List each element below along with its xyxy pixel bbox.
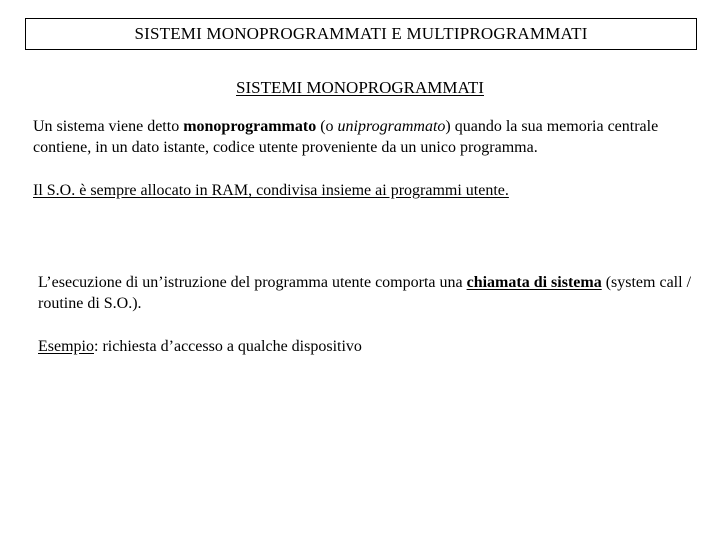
example-label: Esempio xyxy=(38,338,94,355)
paragraph-definition xyxy=(33,116,693,158)
term-chiamata-di-sistema: chiamata di sistema xyxy=(466,274,602,291)
section-heading-text: SISTEMI MONOPROGRAMMATI xyxy=(236,78,484,97)
definition-text-end: ) quando la sua memoria centrale contiene, in un dato istante, codice utente proveniente da un unico programma. xyxy=(33,118,659,156)
term-monoprogrammato: monoprogrammato xyxy=(183,118,317,135)
example-text: : richiesta d’accesso a qualche dispositivo xyxy=(94,338,362,355)
section-heading xyxy=(0,78,720,98)
paragraph-system-call xyxy=(38,272,698,314)
definition-text-paren: (o xyxy=(316,118,338,135)
slide-title-box xyxy=(25,18,697,50)
system-call-text-end: (system call / routine di S.O.). xyxy=(38,274,692,312)
term-uniprogrammato: uniprogrammato xyxy=(337,118,446,135)
os-ram-text: Il S.O. è sempre allocato in RAM, condivisa insieme ai programmi utente. xyxy=(33,182,509,199)
paragraph-os-ram xyxy=(33,180,693,201)
definition-text-start: Un sistema viene detto xyxy=(33,118,184,135)
system-call-text-start: L’esecuzione di un’istruzione del programma utente comporta una xyxy=(38,274,467,291)
paragraph-example xyxy=(38,336,698,357)
slide-title: SISTEMI MONOPROGRAMMATI E MULTIPROGRAMMATI xyxy=(134,24,588,43)
